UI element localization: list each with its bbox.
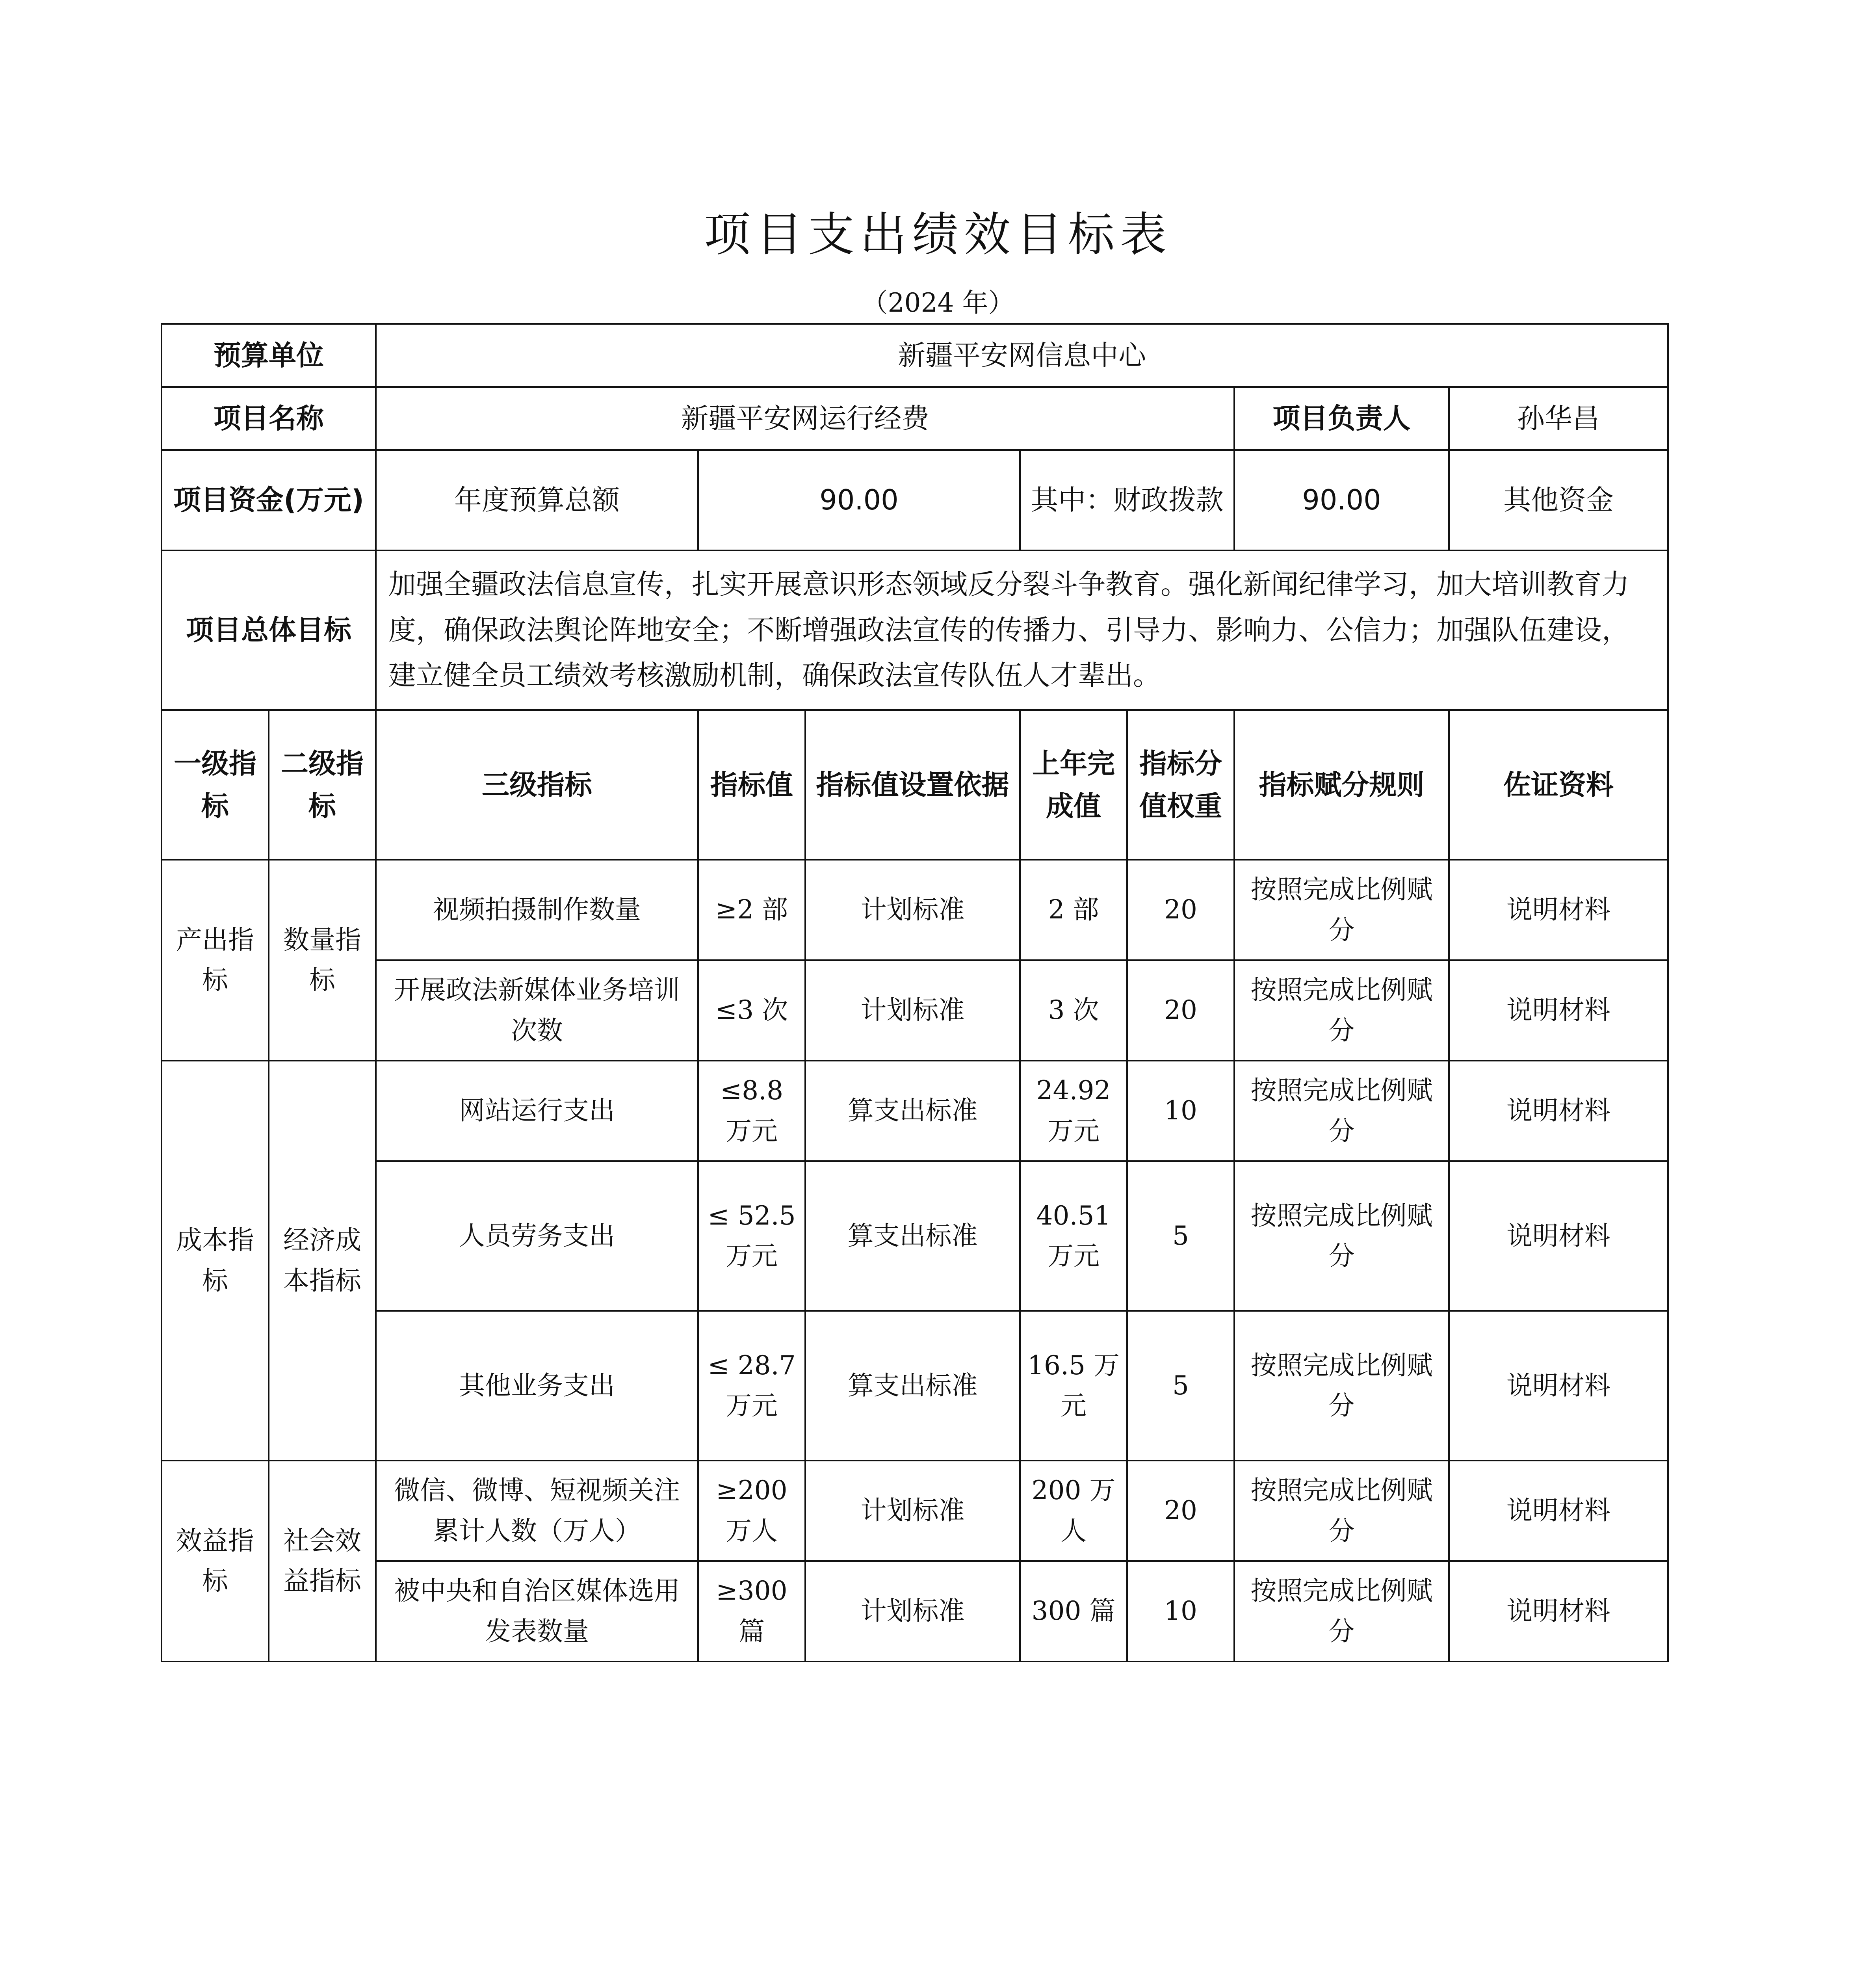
level1-cell: 产出指标 <box>162 860 269 1061</box>
project-name-value: 新疆平安网运行经费 <box>376 387 1234 450</box>
rule-cell: 按照完成比例赋分 <box>1234 1561 1449 1661</box>
level3-cell: 网站运行支出 <box>376 1061 698 1161</box>
basis-cell: 算支出标准 <box>805 1311 1020 1461</box>
project-leader-label: 项目负责人 <box>1234 387 1449 450</box>
value-cell: ≥300 篇 <box>698 1561 805 1661</box>
level3-cell: 微信、微博、短视频关注累计人数（万人） <box>376 1461 698 1561</box>
last-year-cell: 200 万人 <box>1020 1461 1127 1561</box>
annual-budget-value: 90.00 <box>698 450 1020 550</box>
table-row <box>162 1561 1668 1661</box>
basis-cell: 算支出标准 <box>805 1161 1020 1311</box>
weight-cell: 20 <box>1127 1461 1234 1561</box>
last-year-cell: 24.92 万元 <box>1020 1061 1127 1161</box>
header-rule: 指标赋分规则 <box>1234 710 1449 860</box>
weight-cell: 20 <box>1127 960 1234 1061</box>
basis-cell: 计划标准 <box>805 960 1020 1061</box>
overall-goal-text: 加强全疆政法信息宣传，扎实开展意识形态领域反分裂斗争教育。强化新闻纪律学习，加大培训教育力度，确保政法舆论阵地安全；不断增强政法宣传的传播力、引导力、影响力、公信力；加强队伍建设，建立健全员工绩效考核激励机制，确保政法宣传队伍人才辈出。 <box>376 550 1668 710</box>
weight-cell: 20 <box>1127 860 1234 960</box>
rule-cell: 按照完成比例赋分 <box>1234 1161 1449 1311</box>
level3-cell: 人员劳务支出 <box>376 1161 698 1311</box>
fiscal-allocation-label: 其中：财政拨款 <box>1020 450 1234 550</box>
last-year-cell: 3 次 <box>1020 960 1127 1061</box>
value-cell: ≤ 28.7 万元 <box>698 1311 805 1461</box>
overall-goal-label: 项目总体目标 <box>162 550 376 710</box>
header-basis: 指标值设置依据 <box>805 710 1020 860</box>
project-leader-value: 孙华昌 <box>1449 387 1668 450</box>
level3-cell: 开展政法新媒体业务培训次数 <box>376 960 698 1061</box>
level1-cell: 效益指标 <box>162 1461 269 1661</box>
value-cell: ≤8.8 万元 <box>698 1061 805 1161</box>
table-row <box>162 860 1668 960</box>
header-level1: 一级指标 <box>162 710 269 860</box>
header-weight: 指标分值权重 <box>1127 710 1234 860</box>
level3-cell: 视频拍摄制作数量 <box>376 860 698 960</box>
weight-cell: 5 <box>1127 1311 1234 1461</box>
evidence-cell: 说明材料 <box>1449 1561 1668 1661</box>
level2-cell: 经济成本指标 <box>269 1061 376 1461</box>
document-year: （2024 年） <box>862 288 1014 318</box>
header-last-year: 上年完成值 <box>1020 710 1127 860</box>
level1-cell: 成本指标 <box>162 1061 269 1461</box>
basis-cell: 计划标准 <box>805 1561 1020 1661</box>
basis-cell: 算支出标准 <box>805 1061 1020 1161</box>
basis-cell: 计划标准 <box>805 1461 1020 1561</box>
rule-cell: 按照完成比例赋分 <box>1234 960 1449 1061</box>
fiscal-allocation-value: 90.00 <box>1234 450 1449 550</box>
budget-unit-label: 预算单位 <box>162 324 376 387</box>
level3-cell: 被中央和自治区媒体选用发表数量 <box>376 1561 698 1661</box>
level3-cell: 其他业务支出 <box>376 1311 698 1461</box>
evidence-cell: 说明材料 <box>1449 860 1668 960</box>
last-year-cell: 16.5 万元 <box>1020 1311 1127 1461</box>
header-level3: 三级指标 <box>376 710 698 860</box>
rule-cell: 按照完成比例赋分 <box>1234 1461 1449 1561</box>
rule-cell: 按照完成比例赋分 <box>1234 1311 1449 1461</box>
rule-cell: 按照完成比例赋分 <box>1234 1061 1449 1161</box>
weight-cell: 10 <box>1127 1561 1234 1661</box>
document-title: 项目支出绩效目标表 <box>704 207 1172 262</box>
other-funds-label: 其他资金 <box>1449 450 1668 550</box>
value-cell: ≤3 次 <box>698 960 805 1061</box>
header-level2: 二级指标 <box>269 710 376 860</box>
weight-cell: 5 <box>1127 1161 1234 1311</box>
header-value: 指标值 <box>698 710 805 860</box>
value-cell: ≥2 部 <box>698 860 805 960</box>
project-funds-label: 项目资金(万元) <box>162 450 376 550</box>
evidence-cell: 说明材料 <box>1449 1061 1668 1161</box>
table-row <box>162 960 1668 1061</box>
table-row <box>162 1061 1668 1161</box>
budget-unit-value: 新疆平安网信息中心 <box>376 324 1668 387</box>
weight-cell: 10 <box>1127 1061 1234 1161</box>
rule-cell: 按照完成比例赋分 <box>1234 860 1449 960</box>
value-cell: ≥200 万人 <box>698 1461 805 1561</box>
project-name-label: 项目名称 <box>162 387 376 450</box>
last-year-cell: 300 篇 <box>1020 1561 1127 1661</box>
performance-target-table <box>161 323 1669 1662</box>
table-row <box>162 1311 1668 1461</box>
table-row <box>162 1461 1668 1561</box>
evidence-cell: 说明材料 <box>1449 1161 1668 1311</box>
evidence-cell: 说明材料 <box>1449 1311 1668 1461</box>
last-year-cell: 40.51 万元 <box>1020 1161 1127 1311</box>
evidence-cell: 说明材料 <box>1449 960 1668 1061</box>
header-evidence: 佐证资料 <box>1449 710 1668 860</box>
evidence-cell: 说明材料 <box>1449 1461 1668 1561</box>
annual-budget-label: 年度预算总额 <box>376 450 698 550</box>
last-year-cell: 2 部 <box>1020 860 1127 960</box>
table-row <box>162 1161 1668 1311</box>
basis-cell: 计划标准 <box>805 860 1020 960</box>
value-cell: ≤ 52.5 万元 <box>698 1161 805 1311</box>
level2-cell: 数量指标 <box>269 860 376 1061</box>
level2-cell: 社会效益指标 <box>269 1461 376 1661</box>
